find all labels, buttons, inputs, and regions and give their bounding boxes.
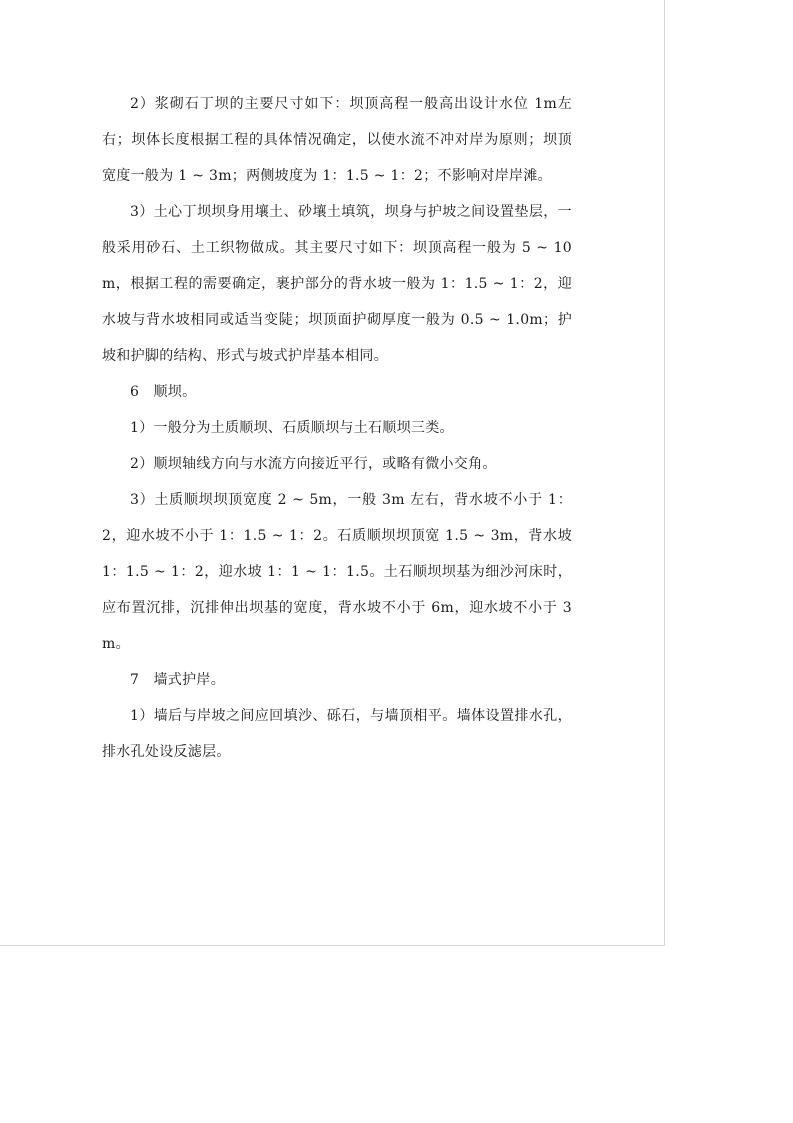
paragraph-earth-core-spur-dike: 3）土心丁坝坝身用壤土、砂壤土填筑，坝身与护坡之间设置垫层，一般采用砂石、土工织物做成。其主要尺寸如下：坝顶高程一般为 5 ~ 10m，根据工程的需要确定，裹护部分的背水坡一般为 1：1.5 ~ 1：2，迎水坡与背水坡相同或适当变陡；坝顶面护砌厚度一般为 0.5 ~ 1.0m；护坡和护脚的结构、形式与坡式护岸基本相同。 <box>102 204 572 364</box>
section-heading-longitudinal-dike: 6 顺坝。 <box>130 384 197 400</box>
paragraph-wall-revetment-backfill: 1）墙后与岸坡之间应回填沙、砾石，与墙顶相平。墙体设置排水孔，排水孔处设反滤层。 <box>102 708 572 760</box>
paragraph-longitudinal-dike-types: 1）一般分为土质顺坝、石质顺坝与土石顺坝三类。 <box>130 420 454 436</box>
section-heading-wall-revetment: 7 墙式护岸。 <box>130 672 226 688</box>
document-body <box>102 86 572 770</box>
paragraph-masonry-spur-dike: 2）浆砌石丁坝的主要尺寸如下：坝顶高程一般高出设计水位 1m左右；坝体长度根据工程的具体情况确定，以使水流不冲对岸为原则；坝顶宽度一般为 1 ~ 3m；两侧坡度为 1：1.5 ~ 1：2；不影响对岸岸滩。 <box>102 96 572 184</box>
paragraph-longitudinal-dike-dimensions: 3）土质顺坝坝顶宽度 2 ~ 5m，一般 3m 左右，背水坡不小于 1：2，迎水坡不小于 1：1.5 ~ 1：2。石质顺坝坝顶宽 1.5 ~ 3m，背水坡 1：1.5 ~ 1：2，迎水坡 1：1 ~ 1：1.5。土石顺坝坝基为细沙河床时，应布置沉排，沉排伸出坝基的宽度，背水坡不小于 6m，迎水坡不小于 3m。 <box>102 492 572 652</box>
paragraph-longitudinal-dike-axis: 2）顺坝轴线方向与水流方向接近平行，或略有微小交角。 <box>130 456 497 472</box>
